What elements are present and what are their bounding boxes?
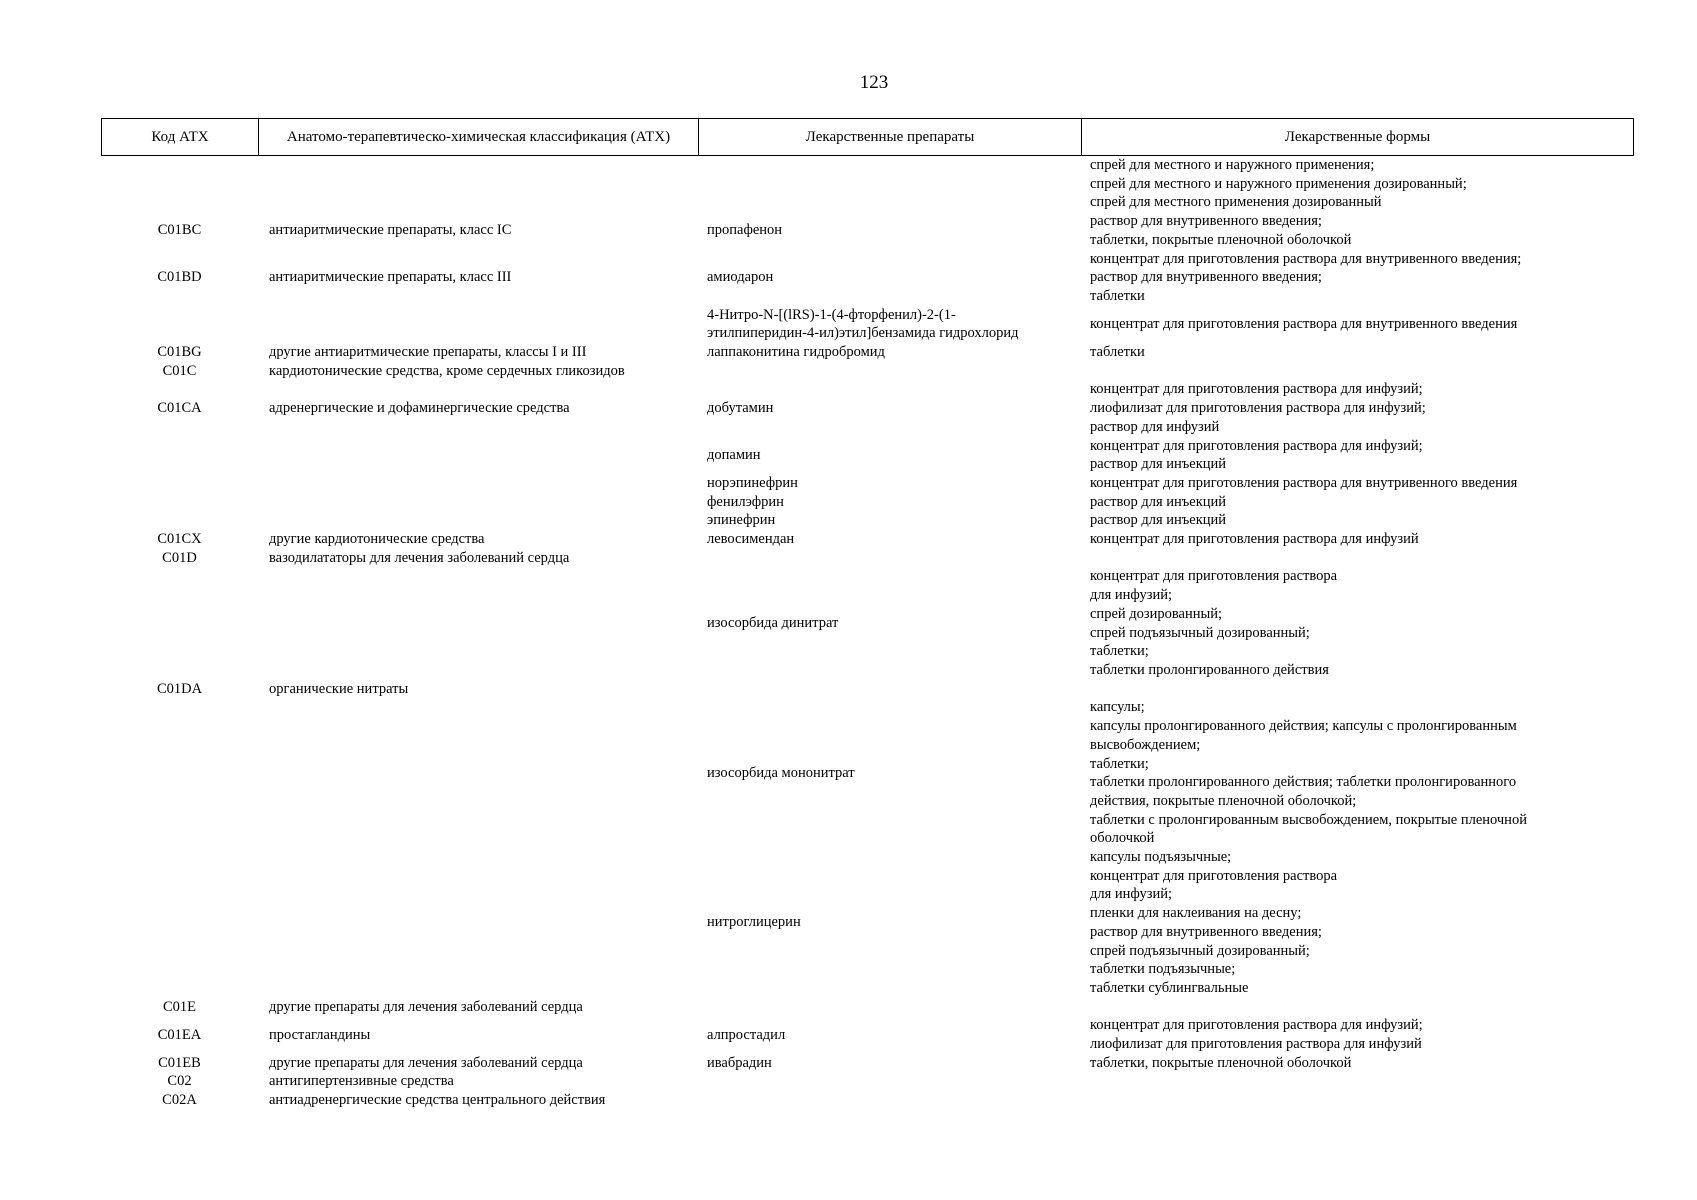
- classification-cell: другие препараты для лечения заболеваний сердца: [269, 1054, 583, 1071]
- table-row: [101, 250, 1634, 306]
- classification-cell: другие антиаритмические препараты, классы I и III: [269, 344, 587, 361]
- drug-name: изосорбида динитрат: [707, 615, 839, 632]
- drug-cell: [698, 913, 1081, 932]
- dosage-form: высвобождением;: [1090, 736, 1201, 753]
- table-row: [101, 530, 1634, 549]
- column-header-drugs: Лекарственные препараты: [699, 119, 1082, 155]
- dosage-form: таблетки, покрытые пленочной оболочкой: [1090, 231, 1352, 248]
- drug-name: допамин: [707, 446, 761, 463]
- atc-code-cell: C01E: [162, 998, 197, 1015]
- dosage-form: для инфузий;: [1090, 886, 1172, 903]
- atc-code-cell: C02A: [162, 1092, 197, 1109]
- column-header-forms: Лекарственные формы: [1284, 128, 1431, 145]
- dosage-form: концентрат для приготовления раствора для внутривенного введения: [1090, 315, 1518, 332]
- atc-code-cell: C01EB: [158, 1054, 201, 1071]
- table-row: [101, 1072, 1634, 1091]
- drug-cell: [698, 493, 1081, 512]
- table-row: [101, 343, 1634, 362]
- column-header-classification: Анатомо-терапевтическо-химическая классификация (АТХ): [259, 119, 699, 155]
- classification-cell: органические нитраты: [269, 680, 409, 697]
- dosage-form: таблетки: [1090, 344, 1145, 361]
- page-number: 123: [859, 72, 889, 93]
- dosage-form: для инфузий;: [1090, 587, 1172, 604]
- dosage-forms-cell: [1081, 698, 1634, 848]
- dosage-form: раствор для инъекций: [1090, 456, 1227, 473]
- dosage-forms-cell: [1081, 474, 1634, 493]
- table-row: [101, 437, 1634, 474]
- atc-code-cell: C01CA: [157, 400, 202, 417]
- classification-cell: вазодилататоры для лечения заболеваний сердца: [269, 549, 570, 566]
- dosage-forms-cell: [1081, 156, 1634, 212]
- classification-cell: другие препараты для лечения заболеваний сердца: [269, 998, 583, 1015]
- table-row: [101, 698, 1634, 848]
- drug-name: норэпинефрин: [707, 474, 798, 491]
- drug-name: 4-Нитро-N-[(lRS)-1-(4-фторфенил)-2-(1-: [707, 306, 956, 323]
- atc-code-cell: C01BC: [157, 222, 202, 239]
- drug-cell: [698, 1026, 1081, 1045]
- drug-cell: [698, 474, 1081, 493]
- dosage-form: спрей для местного применения дозированный: [1090, 194, 1382, 211]
- dosage-form: таблетки;: [1090, 755, 1149, 772]
- dosage-form: раствор для инъекций: [1090, 493, 1227, 510]
- classification-cell: антиаритмические препараты, класс IC: [269, 222, 512, 239]
- dosage-form: раствор для внутривенного введения;: [1090, 269, 1322, 286]
- atc-code-cell: C01D: [162, 549, 197, 566]
- drug-cell: [698, 399, 1081, 418]
- dosage-form: таблетки пролонгированного действия: [1090, 661, 1329, 678]
- atc-code-cell: C01BG: [157, 344, 202, 361]
- drug-name: добутамин: [707, 400, 774, 417]
- drug-cell: [698, 268, 1081, 287]
- dosage-form: капсулы;: [1090, 699, 1145, 716]
- table-row: [101, 306, 1634, 343]
- dosage-form: спрей дозированный;: [1090, 605, 1223, 622]
- dosage-form: концентрат для приготовления раствора для инфузий;: [1090, 437, 1423, 454]
- dosage-form: концентрат для приготовления раствора: [1090, 867, 1338, 884]
- column-header-code: Код АТХ: [102, 119, 259, 155]
- classification-cell: адренергические и дофаминергические средства: [269, 400, 570, 417]
- dosage-form: спрей для местного и наружного применения;: [1090, 157, 1375, 173]
- dosage-form: капсулы пролонгированного действия; капсулы с пролонгированным: [1090, 718, 1517, 735]
- dosage-form: лиофилизат для приготовления раствора для инфузий;: [1090, 400, 1426, 417]
- drug-name: этилпиперидин-4-ил)этил]бензамида гидрохлорид: [707, 325, 1019, 342]
- dosage-forms-cell: [1081, 437, 1634, 474]
- table-row: [101, 511, 1634, 530]
- dosage-forms-cell: [1081, 530, 1634, 549]
- table-row: [101, 474, 1634, 493]
- classification-cell: антиадренергические средства центрального действия: [269, 1092, 606, 1109]
- drug-cell: [698, 221, 1081, 240]
- dosage-form: концентрат для приготовления раствора для инфузий: [1090, 531, 1419, 548]
- drug-name: ивабрадин: [707, 1054, 772, 1071]
- drug-name: нитроглицерин: [707, 914, 801, 931]
- table-row: [101, 1016, 1634, 1053]
- drug-cell: [698, 511, 1081, 530]
- table-row: [101, 998, 1634, 1017]
- drug-cell: [698, 764, 1081, 783]
- dosage-forms-cell: [1081, 848, 1634, 998]
- drug-cell: [698, 343, 1081, 362]
- drug-name: лаппаконитина гидробромид: [707, 344, 885, 361]
- atc-code-cell: C01C: [162, 362, 197, 379]
- dosage-forms-cell: [1081, 343, 1634, 362]
- atc-code-cell: C01EA: [157, 1026, 202, 1043]
- table-row: [101, 380, 1634, 436]
- dosage-form: таблетки сублингвальные: [1090, 979, 1249, 996]
- dosage-form: капсулы подъязычные;: [1090, 849, 1232, 866]
- dosage-form: концентрат для приготовления раствора для внутривенного введения;: [1090, 250, 1522, 267]
- drug-name: эпинефрин: [707, 512, 776, 529]
- dosage-form: концентрат для приготовления раствора для инфузий;: [1090, 381, 1423, 398]
- dosage-form: оболочкой: [1090, 830, 1155, 847]
- table-row: [101, 156, 1634, 212]
- atc-code-cell: C01DA: [156, 680, 203, 697]
- table-row: [101, 212, 1634, 249]
- atc-code-cell: C02: [167, 1073, 192, 1090]
- table-row: [101, 549, 1634, 568]
- drug-name: амиодарон: [707, 269, 774, 286]
- dosage-forms-cell: [1081, 567, 1634, 679]
- dosage-form: раствор для инъекций: [1090, 512, 1227, 529]
- classification-cell: антиаритмические препараты, класс III: [269, 269, 512, 286]
- table-row: [101, 362, 1634, 381]
- drug-name: фенилэфрин: [707, 493, 784, 510]
- dosage-form: концентрат для приготовления раствора для инфузий;: [1090, 1017, 1423, 1034]
- table-row: [101, 567, 1634, 679]
- dosage-forms-cell: [1081, 380, 1634, 436]
- dosage-form: таблетки подъязычные;: [1090, 961, 1236, 978]
- dosage-forms-cell: [1081, 1016, 1634, 1053]
- dosage-form: спрей для местного и наружного применения дозированный;: [1090, 175, 1467, 192]
- drug-cell: [698, 306, 1081, 343]
- table-row: [101, 848, 1634, 998]
- atc-code-cell: C01BD: [157, 269, 202, 286]
- classification-cell: другие кардиотонические средства: [269, 531, 485, 548]
- table-row: [101, 1091, 1634, 1110]
- dosage-form: пленки для наклеивания на десну;: [1090, 905, 1302, 922]
- dosage-forms-cell: [1081, 1054, 1634, 1073]
- dosage-form: раствор для внутривенного введения;: [1090, 923, 1322, 940]
- drug-cell: [698, 1054, 1081, 1073]
- dosage-forms-cell: [1081, 250, 1634, 306]
- dosage-form: спрей подъязычный дозированный;: [1090, 624, 1310, 641]
- table-body: [101, 156, 1634, 1110]
- drug-name: алпростадил: [707, 1026, 786, 1043]
- atc-code-cell: C01CX: [157, 531, 202, 548]
- classification-cell: антигипертензивные средства: [269, 1073, 454, 1090]
- table-row: [101, 1054, 1634, 1073]
- dosage-forms-cell: [1081, 212, 1634, 249]
- dosage-form: таблетки, покрытые пленочной оболочкой: [1090, 1054, 1352, 1071]
- dosage-form: лиофилизат для приготовления раствора для инфузий: [1090, 1036, 1422, 1053]
- table-row: [101, 680, 1634, 699]
- drug-cell: [698, 614, 1081, 633]
- dosage-form: концентрат для приготовления раствора для внутривенного введения: [1090, 474, 1518, 491]
- dosage-form: таблетки;: [1090, 643, 1149, 660]
- dosage-form: раствор для внутривенного введения;: [1090, 213, 1322, 230]
- drug-name: изосорбида мононитрат: [707, 764, 855, 781]
- table-header: [101, 118, 1634, 156]
- drug-name: левосимендан: [707, 531, 795, 548]
- drug-name: пропафенон: [707, 222, 783, 239]
- table-row: [101, 493, 1634, 512]
- dosage-form: таблетки: [1090, 287, 1145, 304]
- dosage-form: действия, покрытые пленочной оболочкой;: [1090, 792, 1357, 809]
- drug-cell: [698, 530, 1081, 549]
- dosage-forms-cell: [1081, 315, 1634, 334]
- dosage-forms-cell: [1081, 511, 1634, 530]
- dosage-forms-cell: [1081, 493, 1634, 512]
- classification-cell: кардиотонические средства, кроме сердечных гликозидов: [269, 362, 625, 379]
- dosage-form: таблетки пролонгированного действия; таблетки пролонгированного: [1090, 774, 1517, 791]
- dosage-form: концентрат для приготовления раствора: [1090, 568, 1338, 585]
- dosage-form: спрей подъязычный дозированный;: [1090, 942, 1310, 959]
- dosage-form: раствор для инфузий: [1090, 418, 1220, 435]
- classification-cell: простагландины: [269, 1026, 371, 1043]
- drug-cell: [698, 446, 1081, 465]
- dosage-form: таблетки с пролонгированным высвобождением, покрытые пленочной: [1090, 811, 1527, 828]
